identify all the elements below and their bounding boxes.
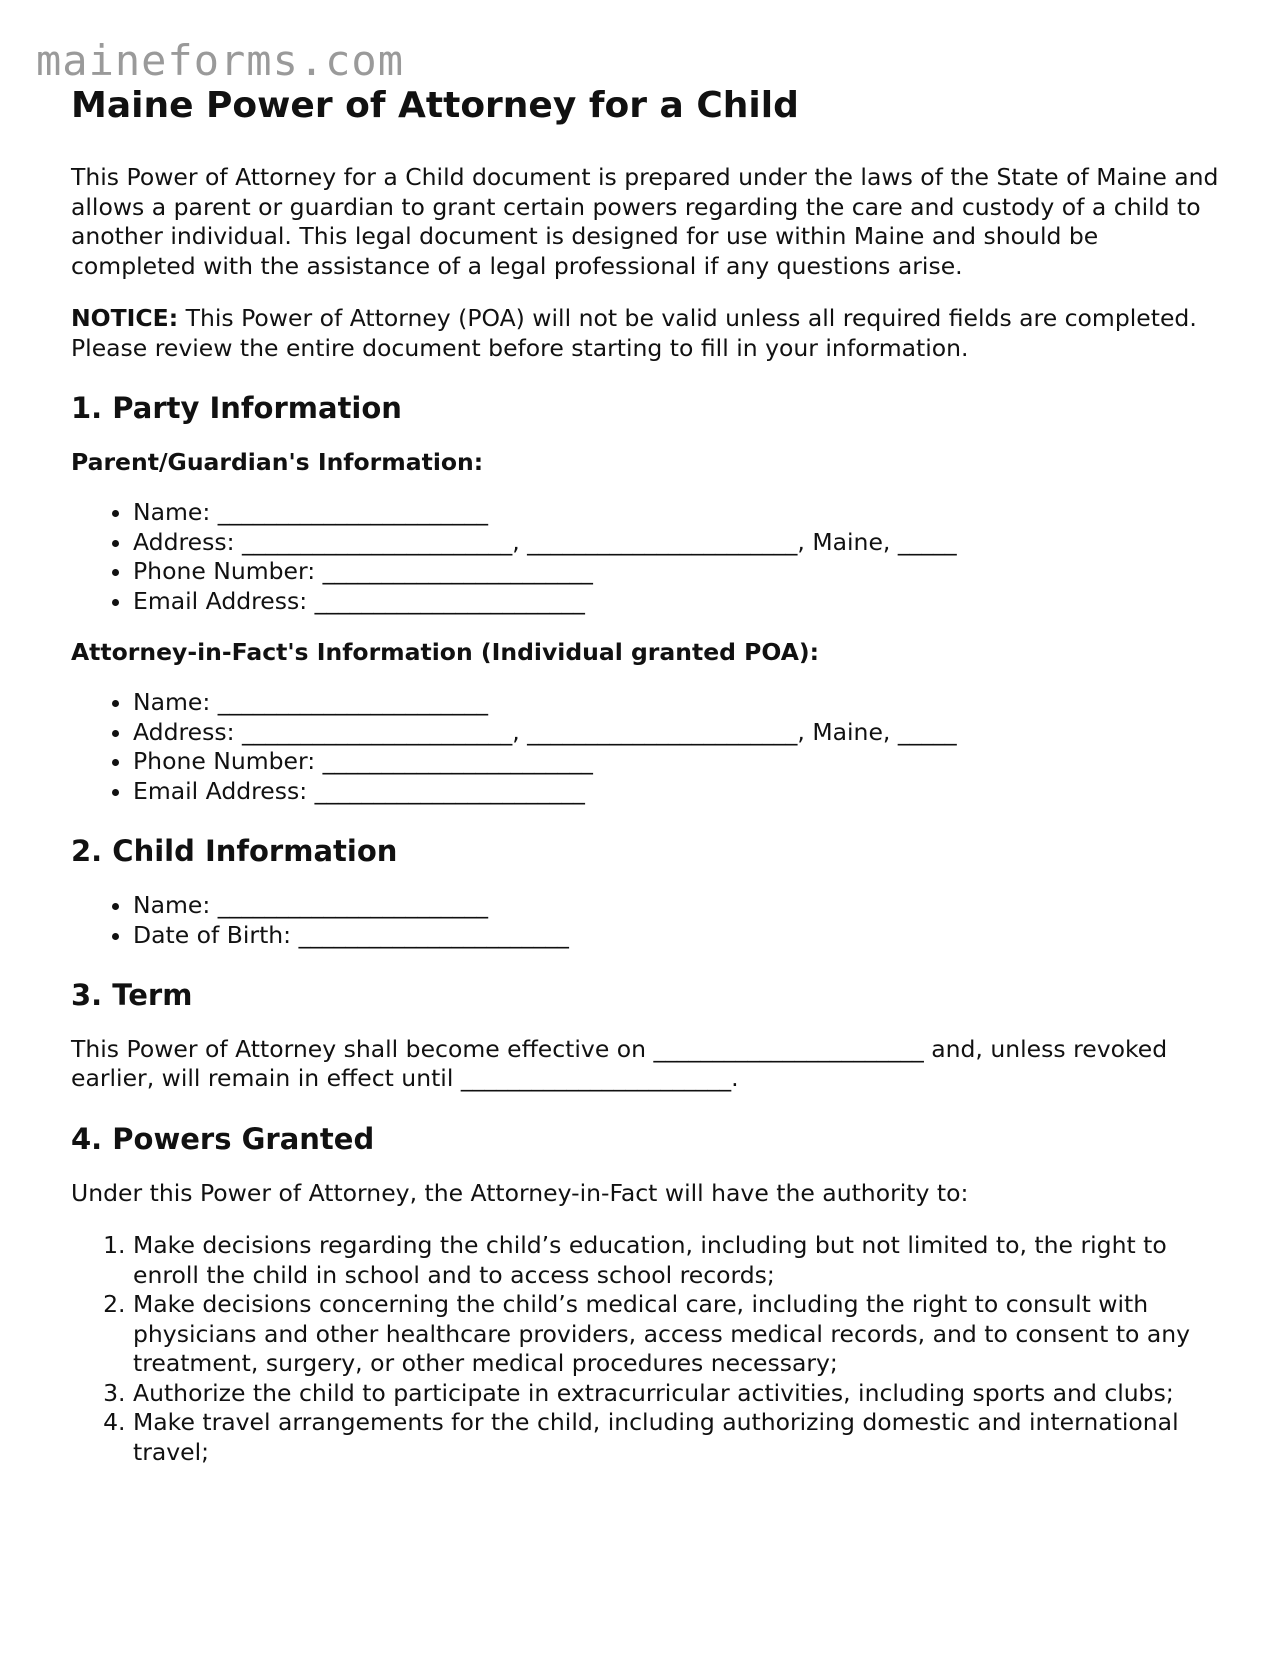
parent-phone-field[interactable]: • Phone Number: _______________________ [133, 557, 1221, 587]
power-item: 4. Make travel arrangements for the child, including authorizing domestic and international travel; [133, 1408, 1221, 1467]
section-term-heading: 3. Term [71, 978, 193, 1013]
parent-name-field[interactable]: • Name: _______________________ [133, 498, 1221, 528]
site-watermark: maineforms.com [36, 36, 405, 85]
parent-address-field[interactable]: • Address: _______________________, _______________________, Maine, _____ [133, 528, 1221, 558]
parent-info-list [71, 498, 1221, 616]
powers-list [71, 1231, 1221, 1467]
section-powers-granted-heading: 4. Powers Granted [71, 1121, 375, 1156]
intro-paragraph: This Power of Attorney for a Child document is prepared under the laws of the State of Maine and allows a parent or guardian to grant certain powers regarding the care and custody of a child to another individual. This legal document is designed for use within Maine and should be completed with the assistance of a legal professional if any questions arise. [71, 163, 1219, 280]
document-page [71, 84, 1221, 1489]
notice-text: This Power of Attorney (POA) will not be valid unless all required fields are completed. Please review the entire document before starting to fill in your information. [71, 304, 1197, 362]
power-item: 3. Authorize the child to participate in extracurricular activities, including sports and clubs; [133, 1379, 1221, 1409]
parent-info-heading: Parent/Guardian's Information: [71, 447, 484, 476]
section-child-information-heading: 2. Child Information [71, 834, 398, 869]
attorney-name-field[interactable]: • Name: _______________________ [133, 688, 1221, 718]
child-name-field[interactable]: • Name: _______________________ [133, 891, 1221, 921]
powers-intro: Under this Power of Attorney, the Attorney-in-Fact will have the authority to: [71, 1178, 969, 1207]
section-party-information-heading: 1. Party Information [71, 391, 402, 426]
term-paragraph[interactable]: This Power of Attorney shall become effective on _______________________ and, unless revoked earlier, will remain in effect until _______________________. [71, 1034, 1168, 1093]
attorney-address-field[interactable]: • Address: _______________________, _______________________, Maine, _____ [133, 718, 1221, 748]
notice-label: NOTICE: [71, 304, 179, 333]
power-item: 2. Make decisions concerning the child’s medical care, including the right to consult with physicians and other healthcare providers, access medical records, and to consent to any treatment, surgery, or other medical procedures necessary; [133, 1290, 1221, 1379]
notice-paragraph [71, 304, 1221, 363]
attorney-info-heading: Attorney-in-Fact's Information (Individual granted POA): [71, 638, 820, 667]
parent-email-field[interactable]: • Email Address: _______________________ [133, 587, 1221, 617]
child-info-list [71, 891, 1221, 950]
document-title: Maine Power of Attorney for a Child [71, 85, 799, 126]
attorney-info-list [71, 688, 1221, 806]
attorney-email-field[interactable]: • Email Address: _______________________ [133, 777, 1221, 807]
attorney-phone-field[interactable]: • Phone Number: _______________________ [133, 747, 1221, 777]
child-dob-field[interactable]: • Date of Birth: _______________________ [133, 921, 1221, 951]
power-item: 1. Make decisions regarding the child’s education, including but not limited to, the right to enroll the child in school and to access school records; [133, 1231, 1221, 1290]
